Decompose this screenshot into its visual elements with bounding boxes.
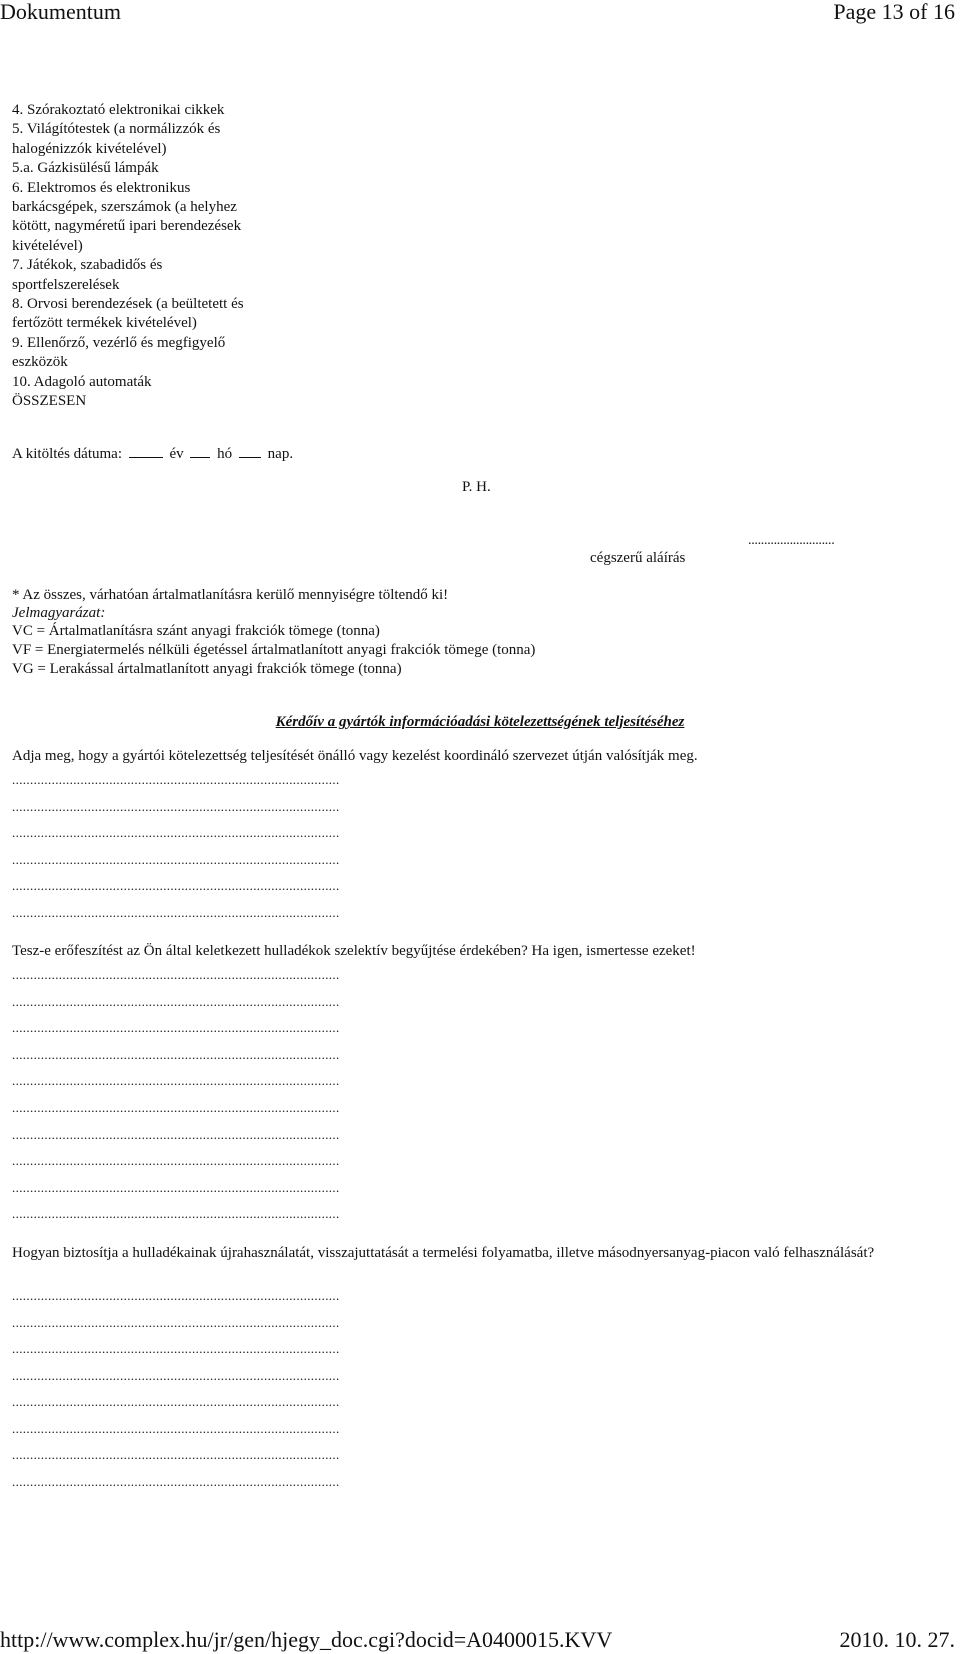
answer-line[interactable]: ........................................................................................... (12, 798, 340, 814)
answer-line[interactable]: ........................................................................................... (12, 1394, 340, 1409)
category-item: 4. Szórakoztató elektronikai cikkek (12, 102, 225, 118)
answer-line[interactable]: ........................................................................................... (12, 772, 340, 787)
month-blank[interactable] (190, 456, 210, 458)
fill-date-line (12, 445, 293, 464)
answer-line[interactable]: ........................................................................................... (12, 1206, 340, 1222)
month-label: hó (217, 446, 233, 462)
legend-item-vc: VC = Ártalmatlanításra szánt anyagi frakciók tömege (tonna) (12, 623, 380, 639)
fill-date-label: A kitöltés dátuma: (12, 446, 122, 462)
answer-line[interactable]: ........................................................................................... (12, 1473, 340, 1489)
category-item: 5. Világítótestek (a normálizzók és halogénizzók kivételével) (12, 121, 221, 157)
answer-lines-1 (12, 767, 340, 926)
category-item: 6. Elektromos és elektronikus barkácsgépek, szerszámok (a helyhez kötött, nagyméretű ipari berendezések kivételével) (12, 179, 242, 254)
signature-dots: ........................... (748, 533, 835, 548)
answer-line[interactable]: ........................................................................................... (12, 1126, 340, 1142)
answer-line[interactable]: ........................................................................................... (12, 1073, 340, 1089)
year-blank[interactable] (129, 456, 163, 458)
answer-line[interactable]: ........................................................................................... (12, 878, 340, 893)
footnote: * Az összes, várhatóan ártalmatlanításra kerülő mennyiségre töltendő ki! (12, 587, 449, 603)
answer-line[interactable]: ........................................................................................... (12, 1420, 340, 1436)
answer-line[interactable]: ........................................................................................... (12, 993, 340, 1009)
answer-lines-2 (12, 962, 340, 1228)
answer-line[interactable]: ........................................................................................... (12, 1099, 340, 1115)
day-label: nap. (267, 446, 294, 462)
category-item: 5.a. Gázkisülésű lámpák (12, 160, 159, 177)
answer-line[interactable]: ........................................................................................... (12, 1341, 340, 1356)
answer-line[interactable]: ........................................................................................... (12, 1179, 340, 1195)
footer-url[interactable]: http://www.complex.hu/jr/gen/hjegy_doc.cgi?docid=A0400015.KVV (0, 1627, 613, 1652)
answer-line[interactable]: ........................................................................................... (12, 1367, 340, 1383)
document-title: Dokumentum (0, 0, 121, 24)
page-number: Page 13 of 16 (833, 0, 955, 24)
answer-line[interactable]: ........................................................................................... (12, 967, 340, 982)
answer-line[interactable]: ........................................................................................... (12, 825, 340, 840)
category-list (12, 101, 302, 412)
stamp-place-label: P. H. (462, 479, 491, 495)
answer-line[interactable]: ........................................................................................... (12, 1153, 340, 1169)
answer-line[interactable]: ........................................................................................... (12, 1447, 340, 1462)
category-item: 7. Játékok, szabadidős és sportfelszerelések (12, 257, 163, 293)
answer-lines-3 (12, 1283, 340, 1495)
category-item: 10. Adagoló automaták (12, 373, 152, 390)
legend-item-vf: VF = Energiatermelés nélküli égetéssel ártalmatlanított anyagi frakciók tömege (tonna) (12, 642, 536, 658)
answer-line[interactable]: ........................................................................................... (12, 1288, 340, 1303)
category-item-total: ÖSSZESEN (12, 393, 87, 410)
questionnaire-title: Kérdőív a gyártók információadási kötelezettségének teljesítéséhez (275, 714, 685, 730)
question-2: Tesz-e erőfeszítést az Ön által keletkezett hulladékok szelektív begyűjtése érdekében? Ha igen, ismertesse ezeket! (12, 943, 696, 959)
question-1: Adja meg, hogy a gyártói kötelezettség teljesítését önálló vagy kezelést koordináló szervezet útján valósítják meg. (12, 748, 698, 764)
answer-line[interactable]: ........................................................................................... (12, 904, 340, 920)
signature-label: cégszerű aláírás (590, 550, 686, 566)
answer-line[interactable]: ........................................................................................... (12, 1046, 340, 1062)
category-item: 9. Ellenőrző, vezérlő és megfigyelő eszközök (12, 334, 226, 371)
footer-date: 2010. 10. 27. (839, 1627, 955, 1652)
category-item: 8. Orvosi berendezések (a beültetett és fertőzött termékek kivételével) (12, 296, 244, 332)
year-label: év (169, 446, 184, 462)
answer-line[interactable]: ........................................................................................... (12, 1020, 340, 1036)
legend-item-vg: VG = Lerakással ártalmatlanított anyagi frakciók tömege (tonna) (12, 661, 402, 677)
answer-line[interactable]: ........................................................................................... (12, 851, 340, 867)
legend-title: Jelmagyarázat: (12, 605, 106, 621)
day-blank[interactable] (239, 456, 261, 458)
answer-line[interactable]: ........................................................................................... (12, 1314, 340, 1330)
question-3: Hogyan biztosítja a hulladékainak újrahasználatát, visszajuttatását a termelési folyamatba, illetve másodnyersanyag-piacon való felhasználását? (12, 1245, 875, 1261)
